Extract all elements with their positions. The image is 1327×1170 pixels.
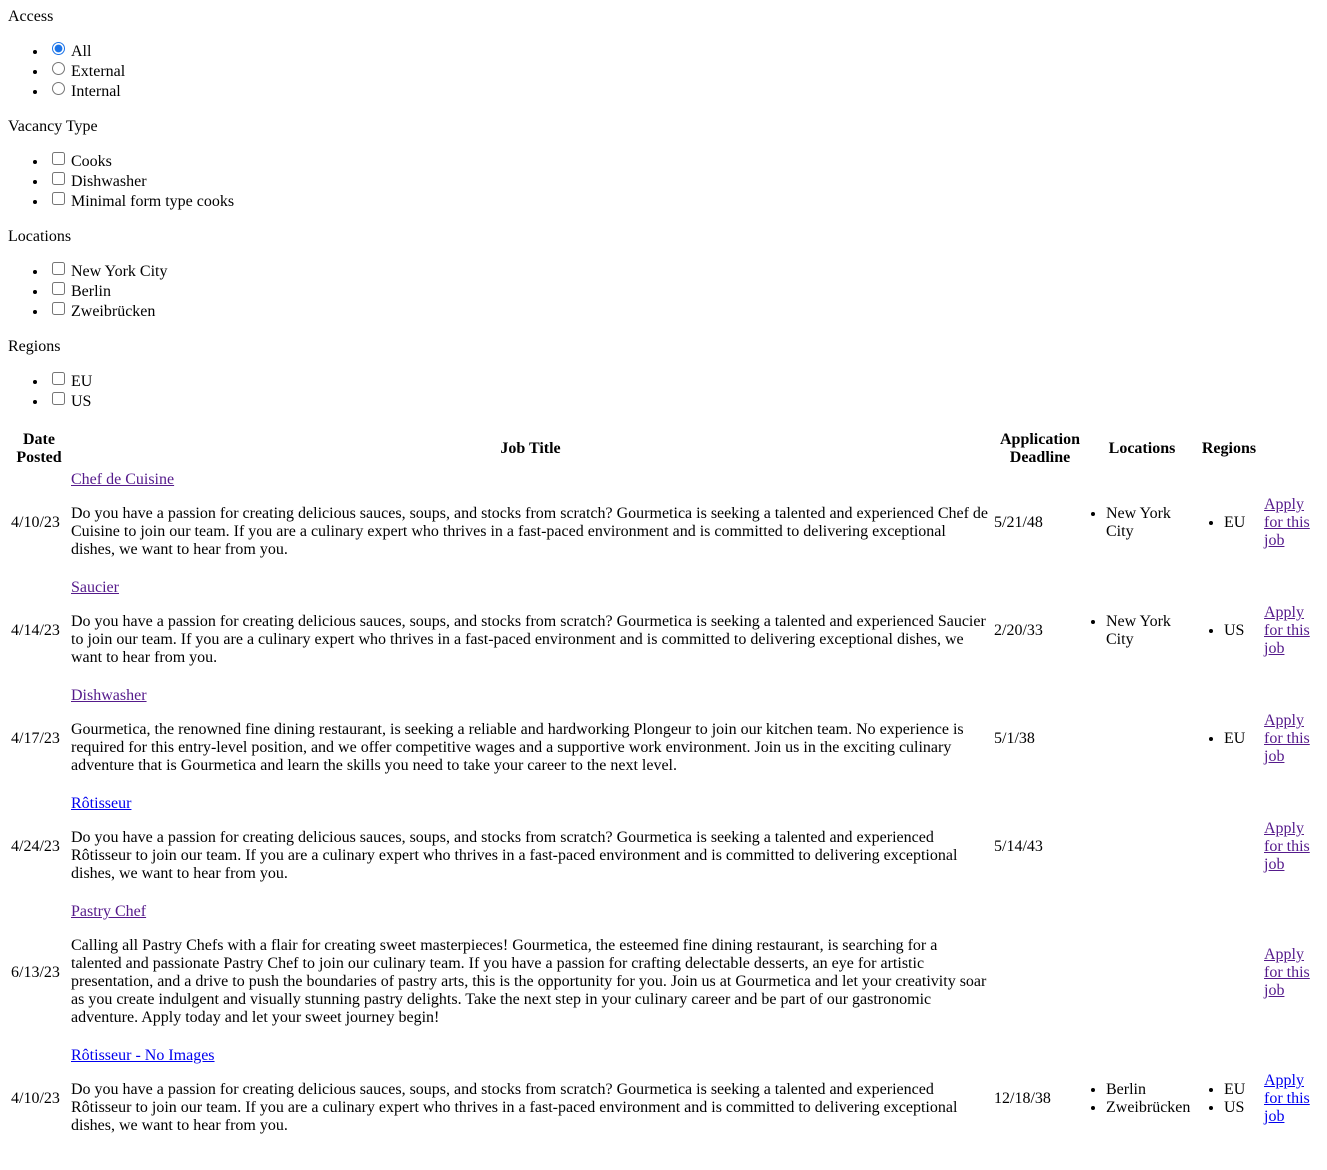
- job-apply-cell: [1263, 686, 1317, 792]
- job-description: Gourmetica, the renowned fine dining restaurant, is seeking a reliable and hardworking Plongeur to join our kitchen team. No experience is required for this entry-level position, and we offer competitive wages and a supportive work environment. Join us in the exciting culinary adventure that is Gourmetica and learn the skills you need to take your career to the next level.: [71, 721, 964, 774]
- filter-locations: [8, 228, 1319, 322]
- job-date-posted: 4/17/23: [11, 730, 60, 747]
- locations-options: [8, 262, 1319, 322]
- job-title-cell: [70, 578, 991, 684]
- jobs-table-body: [10, 470, 1317, 1152]
- header-locations: Locations: [1108, 440, 1176, 457]
- job-description: Calling all Pastry Chefs with a flair for creating sweet masterpieces! Gourmetica, the esteemed fine dining restaurant, is searching for a talented and passionate Pastry Chef to join our culinary team. If you have a passion for crafting delectable desserts, an eye for artistic presentation, and a drive to push the boundaries of pastry arts, this is the opportunity for you. Join us at Gourmetica and let your creativity soar as you create indulgent and visually stunning pastry delights. Take the next step in your culinary career and be part of our gastronomic adventure. Apply today and let your sweet journey begin!: [71, 937, 987, 1026]
- job-date-posted: 4/10/23: [11, 514, 60, 531]
- job-apply-cell: [1263, 470, 1317, 576]
- job-title-link[interactable]: Chef de Cuisine: [71, 471, 175, 488]
- access-label-all: All: [71, 43, 92, 60]
- region-checkbox-us[interactable]: [52, 392, 65, 405]
- job-regions: [1197, 902, 1261, 1044]
- location-label-zweibruecken: Zweibrücken: [71, 303, 156, 320]
- table-row: [10, 1046, 1317, 1152]
- filter-regions-title: Regions: [8, 338, 61, 355]
- table-row: [10, 794, 1317, 900]
- job-location-item: • New York City: [1106, 613, 1194, 649]
- job-board-page: [0, 8, 1327, 1154]
- job-locations: [1089, 1046, 1195, 1152]
- filter-locations-title: Locations: [8, 228, 72, 245]
- location-option-zweibruecken[interactable]: [48, 302, 1319, 322]
- vacancy-option-minimal[interactable]: [48, 192, 1319, 212]
- access-radio-all[interactable]: [52, 42, 65, 55]
- job-description: Do you have a passion for creating delicious sauces, soups, and stocks from scratch? Gourmetica is seeking a talented and experienced Chef de Cuisine to join our team. If you are a culinary expert who thrives in a fast-paced environment and is committed to delivering exceptional dishes, we want to hear from you.: [71, 505, 989, 558]
- jobs-table: [8, 428, 1319, 1154]
- location-option-berlin[interactable]: [48, 282, 1319, 302]
- job-date-posted: 6/13/23: [11, 964, 60, 981]
- job-regions: [1197, 686, 1261, 792]
- job-regions: [1197, 578, 1261, 684]
- table-row: [10, 470, 1317, 576]
- location-checkbox-berlin[interactable]: [52, 282, 65, 295]
- job-apply-cell: [1263, 578, 1317, 684]
- job-date-posted: 4/10/23: [11, 1090, 60, 1107]
- header-apply: [1263, 430, 1317, 468]
- access-option-internal[interactable]: [48, 82, 1319, 102]
- access-label-external: External: [71, 63, 126, 80]
- apply-for-job-link[interactable]: Apply for this job: [1264, 496, 1310, 549]
- job-locations: [1089, 902, 1195, 1044]
- job-title-link[interactable]: Pastry Chef: [71, 903, 147, 920]
- job-title-cell: [70, 902, 991, 1044]
- access-label-internal: Internal: [71, 83, 121, 100]
- location-label-berlin: Berlin: [71, 283, 111, 300]
- job-locations: [1089, 794, 1195, 900]
- vacancy-checkbox-dishwasher[interactable]: [52, 172, 65, 185]
- job-locations: [1089, 686, 1195, 792]
- job-application-deadline: 5/21/48: [994, 514, 1043, 531]
- job-application-deadline: 5/14/43: [994, 838, 1043, 855]
- filter-regions: [8, 338, 1319, 412]
- region-label-eu: EU: [71, 373, 93, 390]
- job-title-link[interactable]: Dishwasher: [71, 687, 147, 704]
- apply-for-job-link[interactable]: Apply for this job: [1264, 820, 1310, 873]
- vacancy-option-dishwasher[interactable]: [48, 172, 1319, 192]
- job-date-posted: 4/14/23: [11, 622, 60, 639]
- job-application-deadline: 5/1/38: [994, 730, 1035, 747]
- vacancy-type-options: [8, 152, 1319, 212]
- region-checkbox-eu[interactable]: [52, 372, 65, 385]
- job-application-deadline: 2/20/33: [994, 622, 1043, 639]
- region-option-eu[interactable]: [48, 372, 1319, 392]
- job-locations: [1089, 578, 1195, 684]
- access-option-external[interactable]: [48, 62, 1319, 82]
- job-description: Do you have a passion for creating delicious sauces, soups, and stocks from scratch? Gourmetica is seeking a talented and experienced Saucier to join our team. If you are a culinary expert who thrives in a fast-paced environment and is committed to delivering exceptional dishes, we want to hear from you.: [71, 613, 986, 666]
- table-row: [10, 902, 1317, 1044]
- job-region-item: • EU: [1224, 730, 1260, 748]
- job-location-item: • Zweibrücken: [1106, 1099, 1194, 1117]
- access-options: [8, 42, 1319, 102]
- jobs-table-header-row: [10, 430, 1317, 468]
- job-application-deadline: [993, 902, 1087, 1044]
- vacancy-label-dishwasher: Dishwasher: [71, 173, 147, 190]
- regions-options: [8, 372, 1319, 412]
- header-application-deadline: Application Deadline: [999, 431, 1080, 466]
- job-title-link[interactable]: Rôtisseur: [71, 795, 132, 812]
- table-row: [10, 578, 1317, 684]
- job-regions: [1197, 1046, 1261, 1152]
- apply-for-job-link[interactable]: Apply for this job: [1264, 712, 1310, 765]
- apply-for-job-link[interactable]: Apply for this job: [1264, 946, 1310, 999]
- job-date-posted: 4/24/23: [11, 838, 60, 855]
- job-title-cell: [70, 686, 991, 792]
- job-location-item: • Berlin: [1106, 1081, 1194, 1099]
- job-description: Do you have a passion for creating delicious sauces, soups, and stocks from scratch? Gourmetica is seeking a talented and experienced Rôtisseur to join our team. If you are a culinary expert who thrives in a fast-paced environment and is committed to delivering exceptional dishes, we want to hear from you.: [71, 1081, 958, 1134]
- job-region-item: • EU: [1224, 1081, 1260, 1099]
- vacancy-checkbox-minimal[interactable]: [52, 192, 65, 205]
- location-checkbox-nyc[interactable]: [52, 262, 65, 275]
- access-radio-internal[interactable]: [52, 82, 65, 95]
- job-title-cell: [70, 794, 991, 900]
- table-row: [10, 686, 1317, 792]
- header-regions: Regions: [1201, 440, 1257, 457]
- job-description: Do you have a passion for creating delicious sauces, soups, and stocks from scratch? Gourmetica is seeking a talented and experienced Rôtisseur to join our team. If you are a culinary expert who thrives in a fast-paced environment and is committed to delivering exceptional dishes, we want to hear from you.: [71, 829, 958, 882]
- job-regions: [1197, 470, 1261, 576]
- apply-for-job-link[interactable]: Apply for this job: [1264, 1072, 1310, 1125]
- filter-vacancy-type: [8, 118, 1319, 212]
- job-title-cell: [70, 470, 991, 576]
- job-apply-cell: [1263, 794, 1317, 900]
- location-option-nyc[interactable]: [48, 262, 1319, 282]
- job-region-item: • US: [1224, 622, 1260, 640]
- job-apply-cell: [1263, 902, 1317, 1044]
- job-title-cell: [70, 1046, 991, 1152]
- apply-for-job-link[interactable]: Apply for this job: [1264, 604, 1310, 657]
- job-region-item: • EU: [1224, 514, 1260, 532]
- vacancy-label-minimal: Minimal form type cooks: [71, 193, 235, 210]
- job-regions: [1197, 794, 1261, 900]
- location-label-nyc: New York City: [71, 263, 168, 280]
- access-radio-external[interactable]: [52, 62, 65, 75]
- filter-access: [8, 8, 1319, 102]
- job-application-deadline: 12/18/38: [994, 1090, 1051, 1107]
- header-date-posted: Date Posted: [16, 431, 62, 466]
- header-job-title: Job Title: [500, 440, 561, 457]
- region-option-us[interactable]: [48, 392, 1319, 412]
- vacancy-checkbox-cooks[interactable]: [52, 152, 65, 165]
- job-apply-cell: [1263, 1046, 1317, 1152]
- location-checkbox-zweibruecken[interactable]: [52, 302, 65, 315]
- job-locations: [1089, 470, 1195, 576]
- job-location-item: • New York City: [1106, 505, 1194, 541]
- region-label-us: US: [71, 393, 92, 410]
- filter-vacancy-type-title: Vacancy Type: [8, 118, 98, 135]
- job-title-link[interactable]: Saucier: [71, 579, 119, 596]
- vacancy-label-cooks: Cooks: [71, 153, 112, 170]
- job-region-item: • US: [1224, 1099, 1260, 1117]
- access-option-all[interactable]: [48, 42, 1319, 62]
- job-title-link[interactable]: Rôtisseur - No Images: [71, 1047, 215, 1064]
- filter-access-title: Access: [8, 8, 54, 25]
- vacancy-option-cooks[interactable]: [48, 152, 1319, 172]
